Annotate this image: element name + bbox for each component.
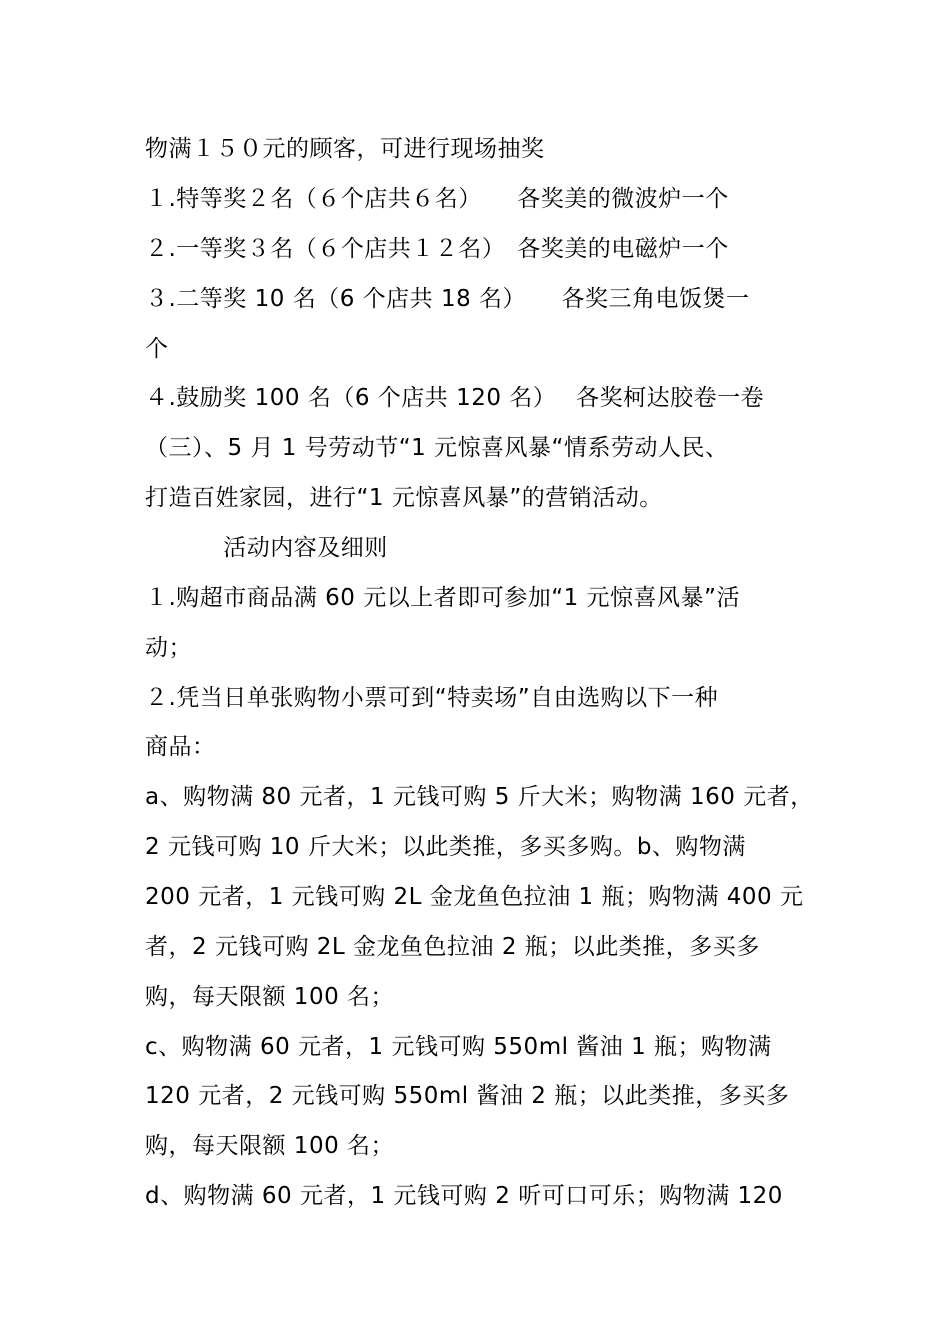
text-line: １.特等奖２名（６个店共６名） 各奖美的微波炉一个 <box>145 186 729 212</box>
text-line: 购，每天限额 100 名； <box>145 1133 395 1159</box>
text-line: 个 <box>145 336 169 362</box>
text-line: ４.鼓励奖 100 名（6 个店共 120 名） 各奖柯达胶卷一卷 <box>145 385 765 411</box>
text-line: １.购超市商品满 60 元以上者即可参加“1 元惊喜风暴”活 <box>145 585 740 611</box>
text-line: 者，2 元钱可购 2L 金龙鱼色拉油 2 瓶；以此类推，多买多 <box>145 934 760 960</box>
text-line: 2 元钱可购 10 斤大米；以此类推，多买多购。b、购物满 <box>145 834 746 860</box>
text-line: a、购物满 80 元者，1 元钱可购 5 斤大米；购物满 160 元者， <box>145 784 814 810</box>
text-line: 物满１５０元的顾客，可进行现场抽奖 <box>145 136 545 162</box>
text-line: 200 元者，1 元钱可购 2L 金龙鱼色拉油 1 瓶；购物满 400 元 <box>145 884 804 910</box>
text-line: （三）、5 月 1 号劳动节“1 元惊喜风暴“情系劳动人民、 <box>145 435 729 461</box>
section-heading: 活动内容及细则 <box>145 535 388 561</box>
text-line: 120 元者，2 元钱可购 550ml 酱油 2 瓶；以此类推，多买多 <box>145 1083 790 1109</box>
text-line: d、购物满 60 元者，1 元钱可购 2 听可口可乐；购物满 120 <box>145 1183 783 1209</box>
text-line: 购，每天限额 100 名； <box>145 984 395 1010</box>
text-line: c、购物满 60 元者，1 元钱可购 550ml 酱油 1 瓶；购物满 <box>145 1034 772 1060</box>
text-line: ３.二等奖 10 名（6 个店共 18 名） 各奖三角电饭煲一 <box>145 286 750 312</box>
text-line: 打造百姓家园，进行“1 元惊喜风暴”的营销活动。 <box>145 485 663 511</box>
text-line: ２.凭当日单张购物小票可到“特卖场”自由选购以下一种 <box>145 685 719 711</box>
text-line: ２.一等奖３名（６个店共１２名） 各奖美的电磁炉一个 <box>145 236 729 262</box>
text-line: 动； <box>145 635 192 661</box>
text-line: 商品： <box>145 734 216 760</box>
